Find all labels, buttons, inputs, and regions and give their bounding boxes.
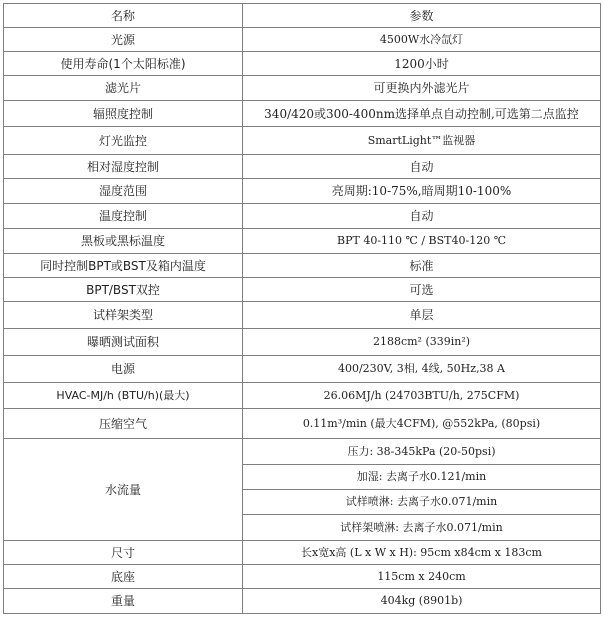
- table-row: [4, 101, 601, 127]
- table-row: [4, 28, 601, 52]
- row-name: 重量: [4, 589, 243, 614]
- row-value: 115cm x 240cm: [243, 565, 601, 589]
- row-value: 自动: [243, 204, 601, 229]
- water-row: [4, 439, 601, 465]
- row-value: 26.06MJ/h (24703BTU/h, 275CFM): [243, 383, 601, 409]
- row-value: 长x宽x高 (L x W x H): 95cm x84cm x 183cm: [243, 541, 601, 565]
- row-value: 亮周期:10-75%,暗周期10-100%: [243, 179, 601, 204]
- water-value: 加湿: 去离子水0.121/min: [243, 465, 601, 490]
- water-name: 水流量: [4, 439, 243, 541]
- row-value: SmartLight™监视器: [243, 127, 601, 155]
- row-value: 340/420或300-400nm选择单点自动控制,可选第二点监控: [243, 101, 601, 127]
- table-row: [4, 127, 601, 155]
- water-value: 试样架喷淋: 去离子水0.071/min: [243, 515, 601, 541]
- row-value: 400/230V, 3相, 4线, 50Hz,38 A: [243, 356, 601, 383]
- table-row: [4, 278, 601, 302]
- row-value: 4500W水冷氙灯: [243, 28, 601, 52]
- table-row: [4, 356, 601, 383]
- row-value: 单层: [243, 302, 601, 329]
- row-name: 温度控制: [4, 204, 243, 229]
- row-value: 404kg (8901b): [243, 589, 601, 614]
- row-name: 滤光片: [4, 76, 243, 101]
- table-row: [4, 383, 601, 409]
- row-name: 辐照度控制: [4, 101, 243, 127]
- row-name: 底座: [4, 565, 243, 589]
- water-value: 压力: 38-345kPa (20-50psi): [243, 439, 601, 465]
- row-value: BPT 40-110 ℃ / BST40-120 ℃: [243, 229, 601, 254]
- table-row: [4, 329, 601, 356]
- table-row: [4, 565, 601, 589]
- row-name: 黑板或黑标温度: [4, 229, 243, 254]
- row-name: 使用寿命(1个太阳标准): [4, 52, 243, 76]
- header-row: [4, 4, 601, 28]
- table-row: [4, 76, 601, 101]
- table-row: [4, 254, 601, 278]
- row-name: BPT/BST双控: [4, 278, 243, 302]
- header-name: 名称: [4, 4, 243, 28]
- table-row: [4, 541, 601, 565]
- spec-table: [3, 3, 601, 614]
- table-row: [4, 155, 601, 179]
- row-name: 压缩空气: [4, 409, 243, 439]
- table-row: [4, 179, 601, 204]
- row-value: 2188cm² (339in²): [243, 329, 601, 356]
- row-name: 尺寸: [4, 541, 243, 565]
- row-name: 曝晒测试面积: [4, 329, 243, 356]
- table-row: [4, 409, 601, 439]
- row-name: 光源: [4, 28, 243, 52]
- row-value: 可选: [243, 278, 601, 302]
- row-name: 湿度范围: [4, 179, 243, 204]
- row-name: 灯光监控: [4, 127, 243, 155]
- table-row: [4, 52, 601, 76]
- row-name: HVAC-MJ/h (BTU/h)(最大): [4, 383, 243, 409]
- row-name: 电源: [4, 356, 243, 383]
- table-row: [4, 589, 601, 614]
- header-value: 参数: [243, 4, 601, 28]
- row-name: 相对湿度控制: [4, 155, 243, 179]
- row-value: 1200小时: [243, 52, 601, 76]
- row-value: 标准: [243, 254, 601, 278]
- row-value: 自动: [243, 155, 601, 179]
- row-name: 同时控制BPT或BST及箱内温度: [4, 254, 243, 278]
- row-value: 可更换内外滤光片: [243, 76, 601, 101]
- row-value: 0.11m³/min (最大4CFM), @552kPa, (80psi): [243, 409, 601, 439]
- table-row: [4, 229, 601, 254]
- water-value: 试样喷淋: 去离子水0.071/min: [243, 490, 601, 515]
- table-row: [4, 204, 601, 229]
- table-row: [4, 302, 601, 329]
- row-name: 试样架类型: [4, 302, 243, 329]
